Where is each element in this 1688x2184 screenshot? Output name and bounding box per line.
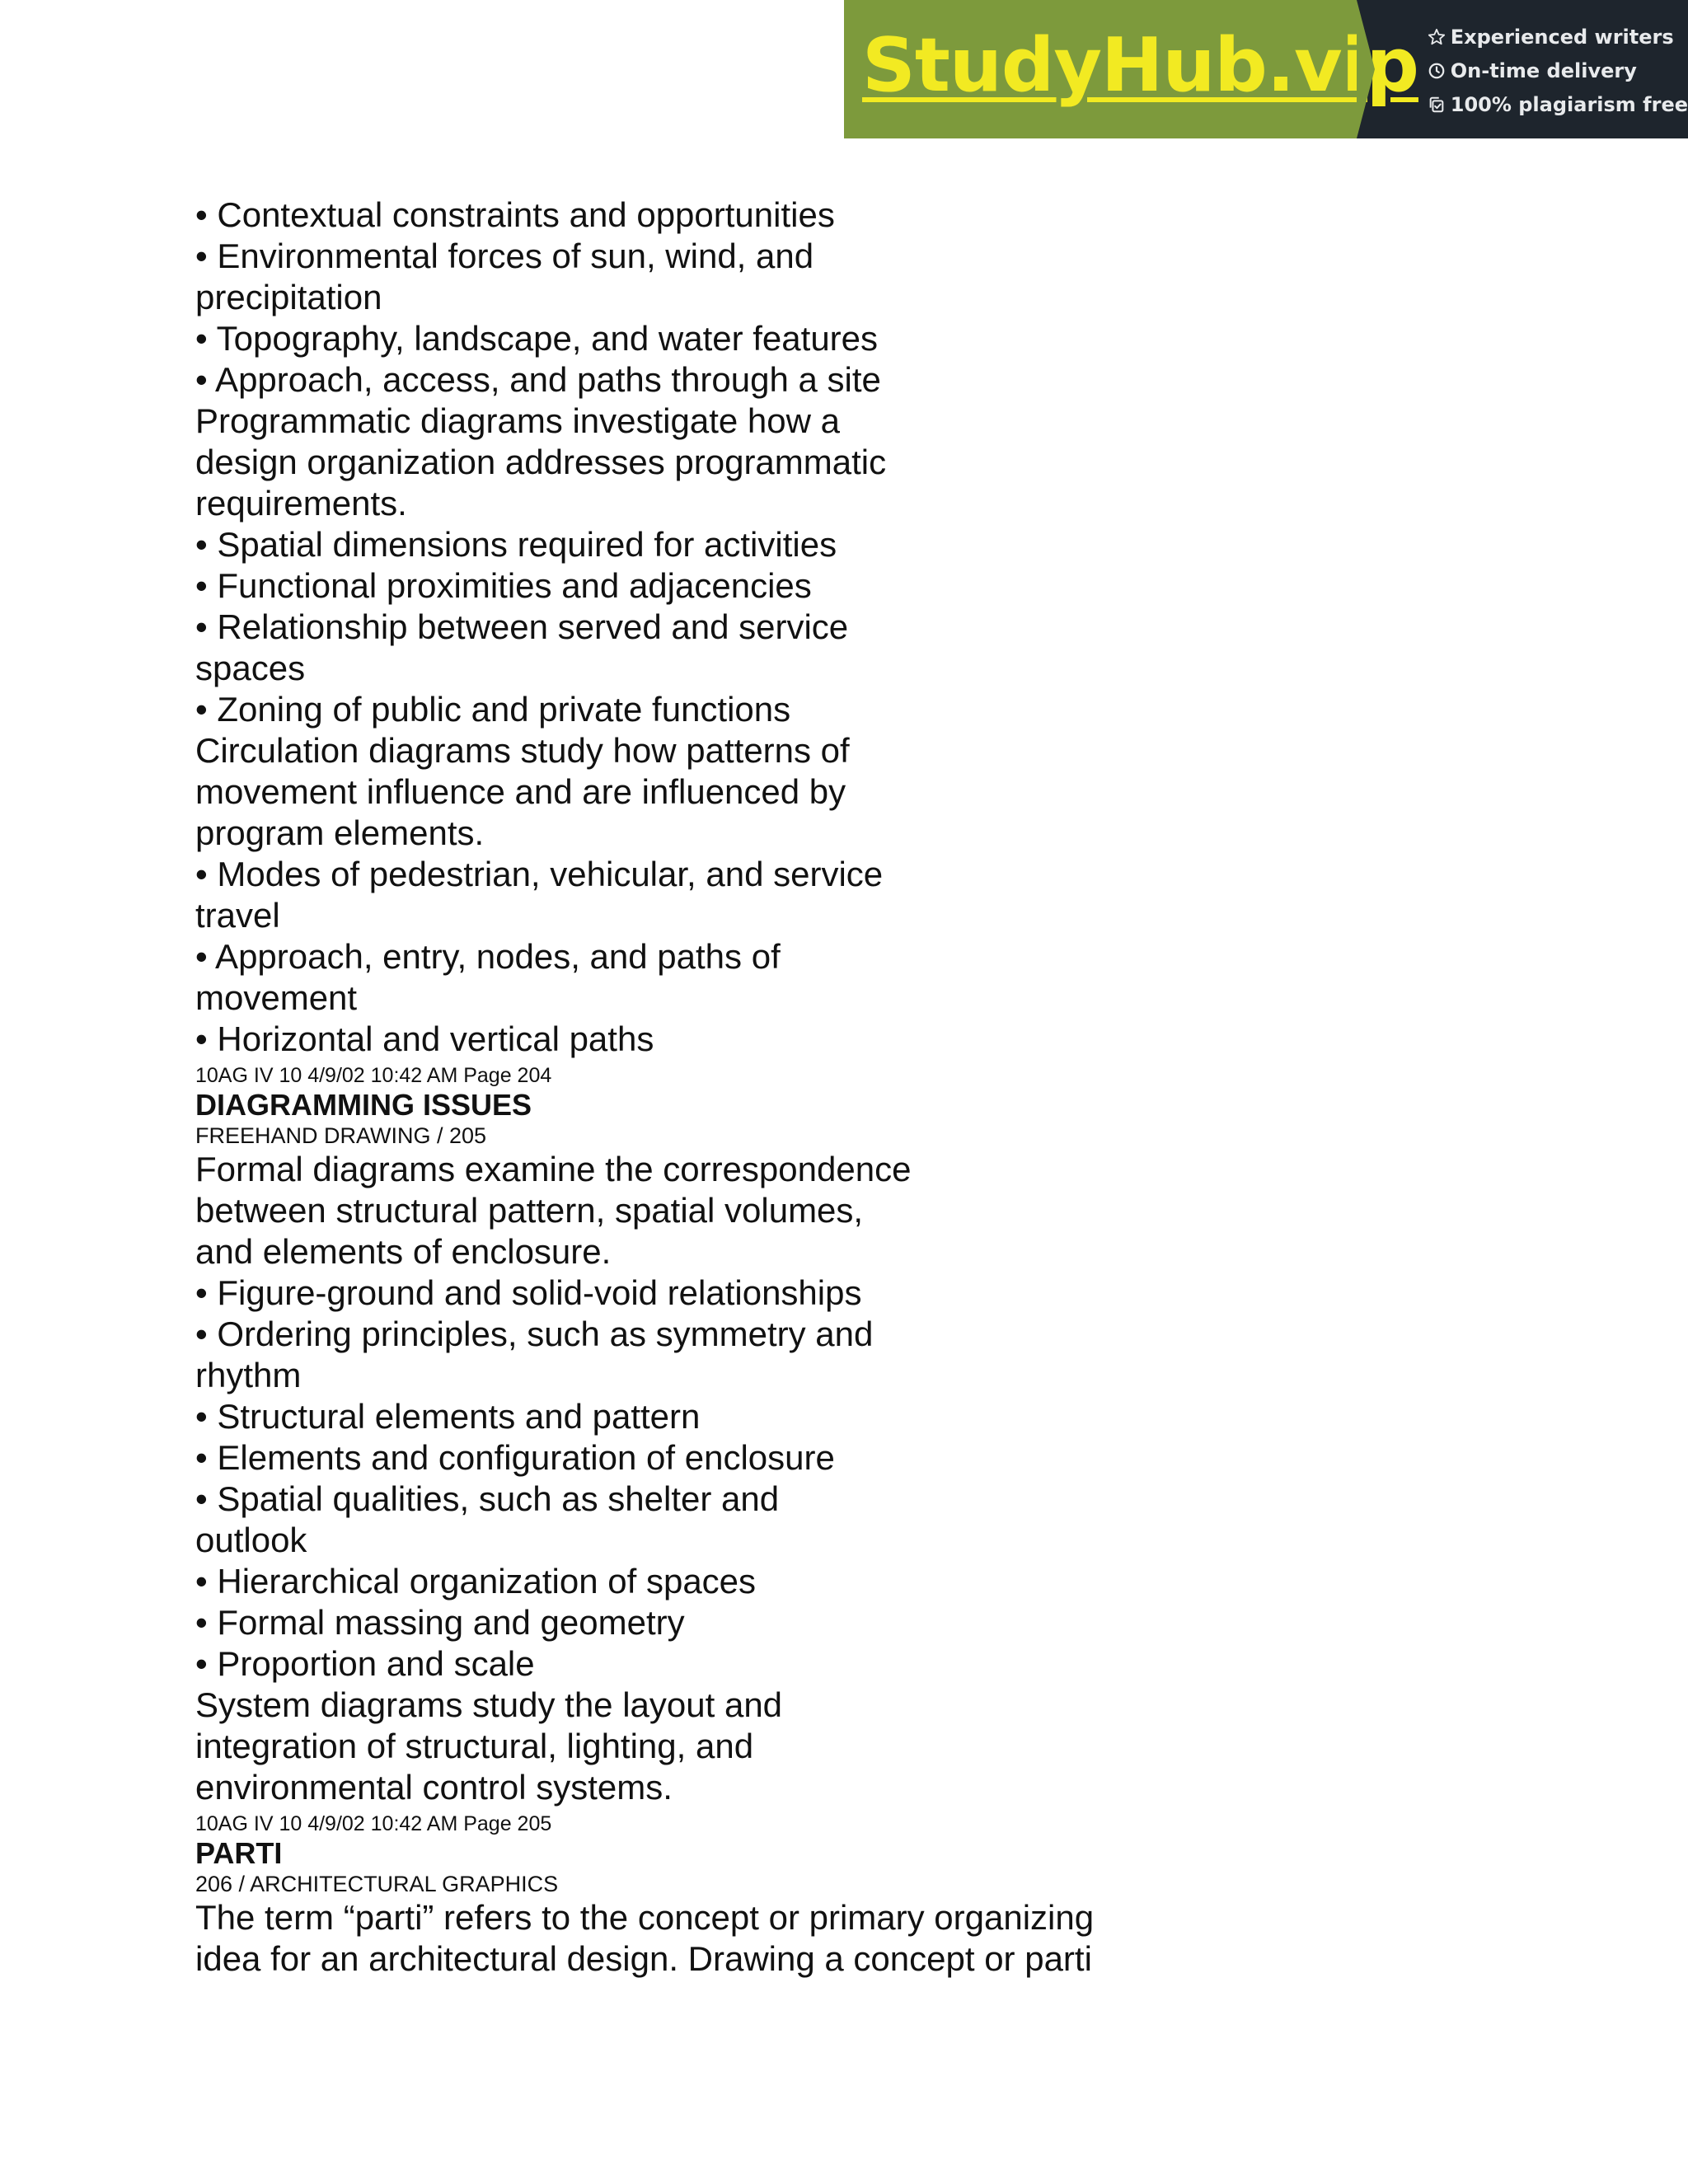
text-line: • Elements and configuration of enclosure [195, 1438, 835, 1477]
text-line: Programmatic diagrams investigate how a [195, 401, 841, 440]
text-line: rhythm [195, 1356, 302, 1394]
text-line: System diagrams study the layout and [195, 1685, 783, 1724]
text-line: • Ordering principles, such as symmetry and [195, 1315, 874, 1353]
section-site-diagrams [195, 194, 1184, 1060]
text-line: • Hierarchical organization of spaces [195, 1562, 757, 1601]
text-line: integration of structural, lighting, and [195, 1727, 754, 1765]
page-marker: 10AG IV 10 4/9/02 10:42 AM Page 205 [195, 1812, 552, 1835]
page-marker: 10AG IV 10 4/9/02 10:42 AM Page 204 [195, 1064, 552, 1087]
studyhub-logo: StudyHub.vip [862, 22, 1418, 109]
text-line: • Functional proximities and adjacencies [195, 566, 812, 605]
studyhub-banner[interactable] [844, 0, 1688, 138]
text-line: • Spatial dimensions required for activities [195, 525, 837, 564]
star-outline-icon [1428, 28, 1446, 46]
document-body [195, 194, 1184, 1980]
running-head: FREEHAND DRAWING / 205 [195, 1123, 487, 1148]
text-line: between structural pattern, spatial volumes, [195, 1191, 864, 1230]
text-line: • Topography, landscape, and water features [195, 319, 879, 358]
text-line: movement influence and are influenced by [195, 772, 846, 811]
text-line: Circulation diagrams study how patterns of [195, 731, 850, 770]
feature-label: On-time delivery [1450, 59, 1637, 82]
section-heading: PARTI [195, 1836, 283, 1870]
text-line: idea for an architectural design. Drawing a concept or parti [195, 1939, 1092, 1978]
copy-check-icon [1428, 96, 1446, 114]
text-line: environmental control systems. [195, 1768, 673, 1807]
feature-plagiarism-free [1428, 87, 1688, 121]
text-line: program elements. [195, 813, 485, 852]
text-line: design organization addresses programmatic [195, 443, 887, 481]
text-line: and elements of enclosure. [195, 1232, 612, 1271]
text-line: requirements. [195, 484, 407, 523]
text-line: • Relationship between served and service [195, 607, 849, 646]
text-line: The term “parti” refers to the concept or primary organizing [195, 1898, 1095, 1937]
text-line: • Approach, access, and paths through a site [195, 360, 881, 399]
text-line: travel [195, 896, 280, 935]
section-heading: DIAGRAMMING ISSUES [195, 1088, 532, 1122]
running-head: 206 / ARCHITECTURAL GRAPHICS [195, 1872, 559, 1896]
text-line: • Environmental forces of sun, wind, and [195, 237, 814, 275]
text-line: outlook [195, 1521, 307, 1559]
text-line: spaces [195, 649, 306, 687]
section-parti [195, 1897, 1184, 1980]
text-line: • Proportion and scale [195, 1644, 535, 1683]
text-line: • Formal massing and geometry [195, 1603, 685, 1642]
text-line: precipitation [195, 278, 382, 316]
feature-on-time-delivery [1428, 54, 1688, 87]
clock-icon [1428, 62, 1446, 80]
section-formal-diagrams [195, 1149, 1184, 1808]
text-line: • Modes of pedestrian, vehicular, and service [195, 855, 884, 893]
text-line: • Horizontal and vertical paths [195, 1019, 654, 1058]
feature-label: Experienced writers [1450, 25, 1674, 49]
text-line: • Spatial qualities, such as shelter and [195, 1479, 780, 1518]
text-line: • Structural elements and pattern [195, 1397, 701, 1436]
feature-label: 100% plagiarism free [1450, 92, 1688, 116]
text-line: • Approach, entry, nodes, and paths of [195, 937, 781, 976]
text-line: • Contextual constraints and opportunities [195, 195, 835, 234]
text-line: • Zoning of public and private functions [195, 690, 791, 729]
text-line: movement [195, 978, 358, 1017]
brand-panel [844, 0, 1418, 138]
text-line: • Figure-ground and solid-void relationships [195, 1273, 862, 1312]
feature-experienced-writers [1428, 20, 1688, 54]
text-line: Formal diagrams examine the correspondence [195, 1150, 912, 1188]
